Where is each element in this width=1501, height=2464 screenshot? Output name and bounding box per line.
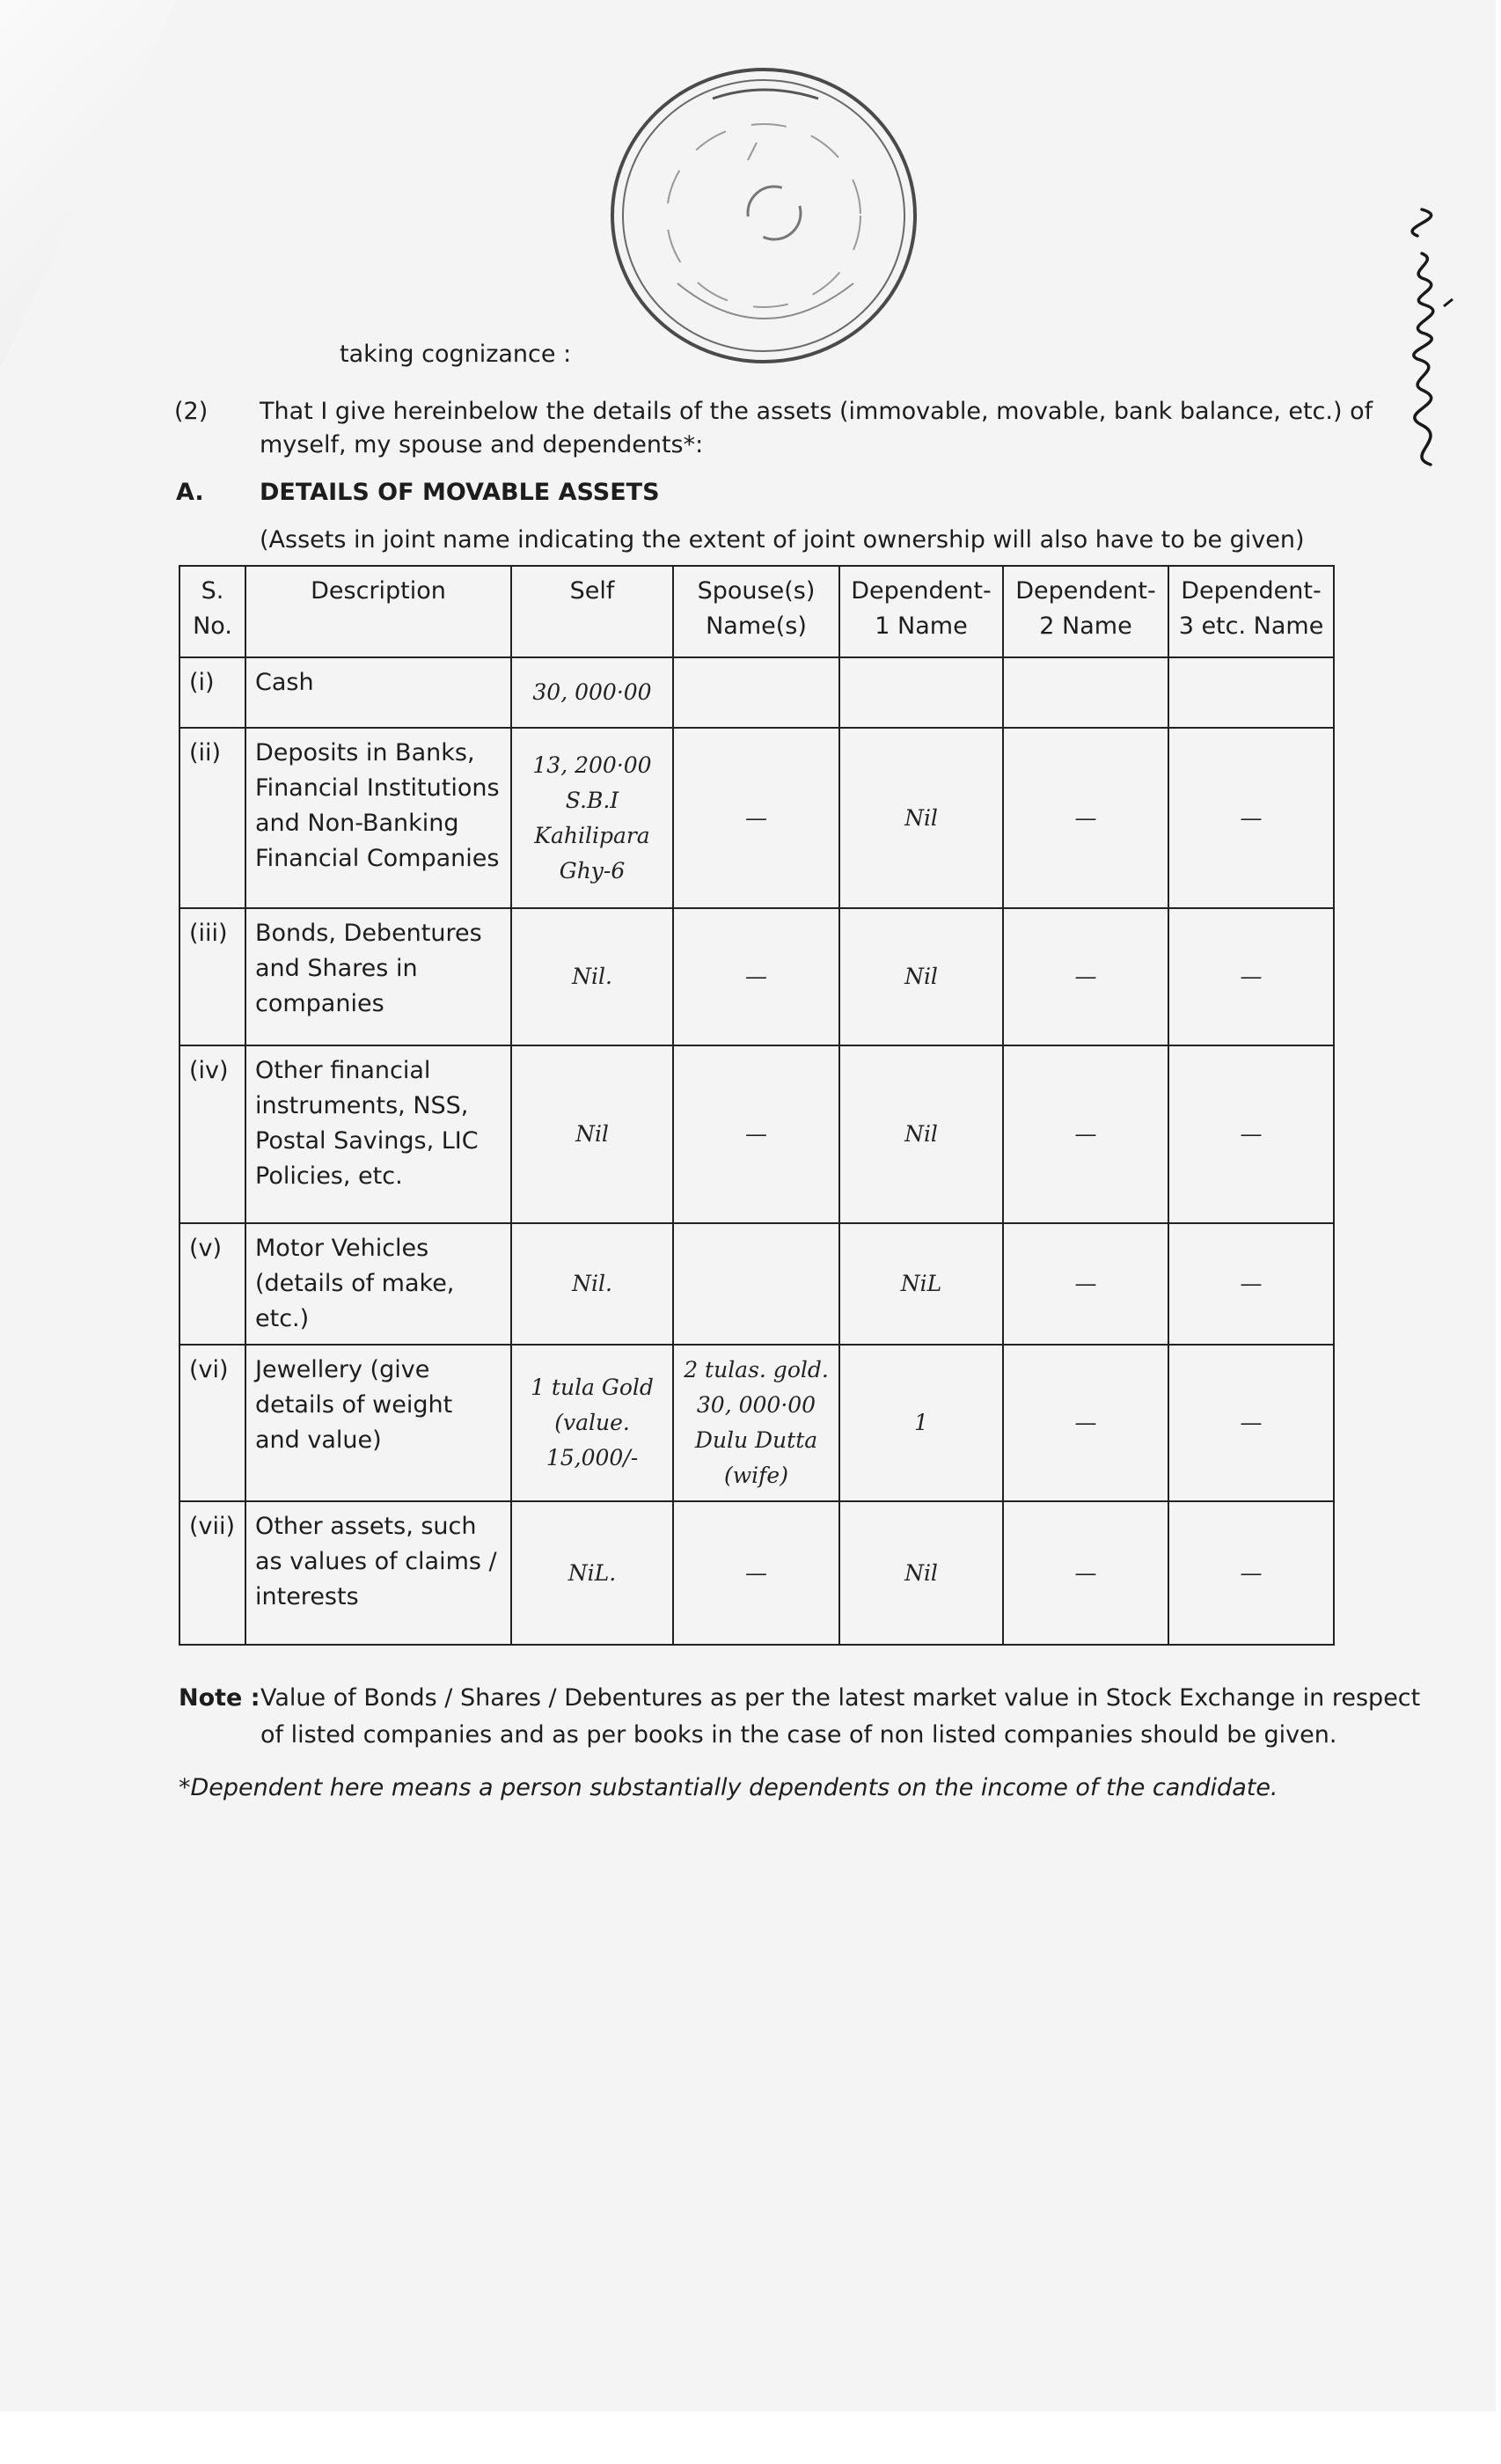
row-self: 1 tula Gold (value. 15,000/- [511, 1345, 673, 1501]
table-row [179, 1045, 1334, 1223]
cognizance-text: taking cognizance : [340, 341, 572, 368]
row-sno: (vii) [179, 1501, 245, 1645]
section-title: DETAILS OF MOVABLE ASSETS [260, 479, 660, 506]
row-dependent-2 [1003, 657, 1168, 728]
clause-line-1: That I give hereinbelow the details of the assets (immovable, movable, bank balance, etc.) of [260, 398, 1373, 425]
row-description: Jewellery (give details of weight and value) [245, 1345, 511, 1501]
note-label: Note : [179, 1684, 260, 1712]
row-dependent-1: Nil [839, 908, 1003, 1045]
row-self: Nil. [511, 908, 673, 1045]
table-row [179, 728, 1334, 908]
header-dependent-1: Dependent-1 Name [839, 566, 1003, 657]
row-dependent-2: — [1003, 728, 1168, 908]
row-dependent-1: 1 [839, 1345, 1003, 1501]
row-spouse: — [673, 1045, 839, 1223]
row-sno: (iv) [179, 1045, 245, 1223]
movable-assets-table [179, 565, 1335, 1646]
note-line-1: Value of Bonds / Shares / Debentures as per the latest market value in Stock Exchange in respect [260, 1684, 1421, 1712]
row-description: Other assets, such as values of claims / interests [245, 1501, 511, 1645]
row-dependent-2: — [1003, 1045, 1168, 1223]
row-sno: (v) [179, 1223, 245, 1345]
row-dependent-3: — [1168, 1345, 1334, 1501]
row-spouse: 2 tulas. gold. 30, 000·00 Dulu Dutta (wife) [673, 1345, 839, 1501]
handwritten-signature [1369, 201, 1475, 473]
row-description: Other financial instruments, NSS, Postal Savings, LIC Policies, etc. [245, 1045, 511, 1223]
table-row [179, 1223, 1334, 1345]
row-spouse: — [673, 1501, 839, 1645]
row-dependent-1: Nil [839, 1501, 1003, 1645]
row-dependent-1 [839, 657, 1003, 728]
row-self: Nil [511, 1045, 673, 1223]
table-row [179, 657, 1334, 728]
row-sno: (i) [179, 657, 245, 728]
row-spouse [673, 1223, 839, 1345]
row-dependent-3: — [1168, 728, 1334, 908]
row-spouse: — [673, 908, 839, 1045]
clause-number: (2) [174, 398, 209, 425]
header-dependent-2: Dependent-2 Name [1003, 566, 1168, 657]
row-self: NiL. [511, 1501, 673, 1645]
header-self: Self [511, 566, 673, 657]
row-sno: (vi) [179, 1345, 245, 1501]
table-row [179, 1501, 1334, 1645]
row-description: Bonds, Debentures and Shares in companies [245, 908, 511, 1045]
row-sno: (ii) [179, 728, 245, 908]
row-description: Motor Vehicles (details of make, etc.) [245, 1223, 511, 1345]
row-self: 30, 000·00 [511, 657, 673, 728]
row-dependent-1: Nil [839, 728, 1003, 908]
official-seal-stamp [607, 63, 920, 368]
row-dependent-3: — [1168, 1223, 1334, 1345]
clause-line-2: myself, my spouse and dependents*: [260, 431, 704, 458]
section-subtitle: (Assets in joint name indicating the extent of joint ownership will also have to be given) [260, 526, 1305, 554]
row-self: 13, 200·00 S.B.I Kahilipara Ghy-6 [511, 728, 673, 908]
row-description: Deposits in Banks, Financial Institutions and Non-Banking Financial Companies [245, 728, 511, 908]
dependent-footnote: *Dependent here means a person substantially dependents on the income of the candidate. [179, 1774, 1278, 1801]
row-dependent-1: NiL [839, 1223, 1003, 1345]
table-header-row [179, 566, 1334, 657]
table-row [179, 1345, 1334, 1501]
row-spouse [673, 657, 839, 728]
header-sno: S. No. [179, 566, 245, 657]
header-spouse: Spouse(s) Name(s) [673, 566, 839, 657]
header-description: Description [245, 566, 511, 657]
note-line-2: of listed companies and as per books in the case of non listed companies should be given. [260, 1721, 1337, 1749]
table-row [179, 908, 1334, 1045]
row-dependent-2: — [1003, 1345, 1168, 1501]
header-dependent-3: Dependent-3 etc. Name [1168, 566, 1334, 657]
row-self: Nil. [511, 1223, 673, 1345]
row-dependent-3: — [1168, 908, 1334, 1045]
row-dependent-3: — [1168, 1045, 1334, 1223]
row-spouse: — [673, 728, 839, 908]
row-dependent-2: — [1003, 1501, 1168, 1645]
row-dependent-2: — [1003, 908, 1168, 1045]
row-dependent-3: — [1168, 1501, 1334, 1645]
row-description: Cash [245, 657, 511, 728]
section-letter: A. [176, 479, 204, 506]
row-dependent-2: — [1003, 1223, 1168, 1345]
row-dependent-3 [1168, 657, 1334, 728]
row-sno: (iii) [179, 908, 245, 1045]
row-dependent-1: Nil [839, 1045, 1003, 1223]
